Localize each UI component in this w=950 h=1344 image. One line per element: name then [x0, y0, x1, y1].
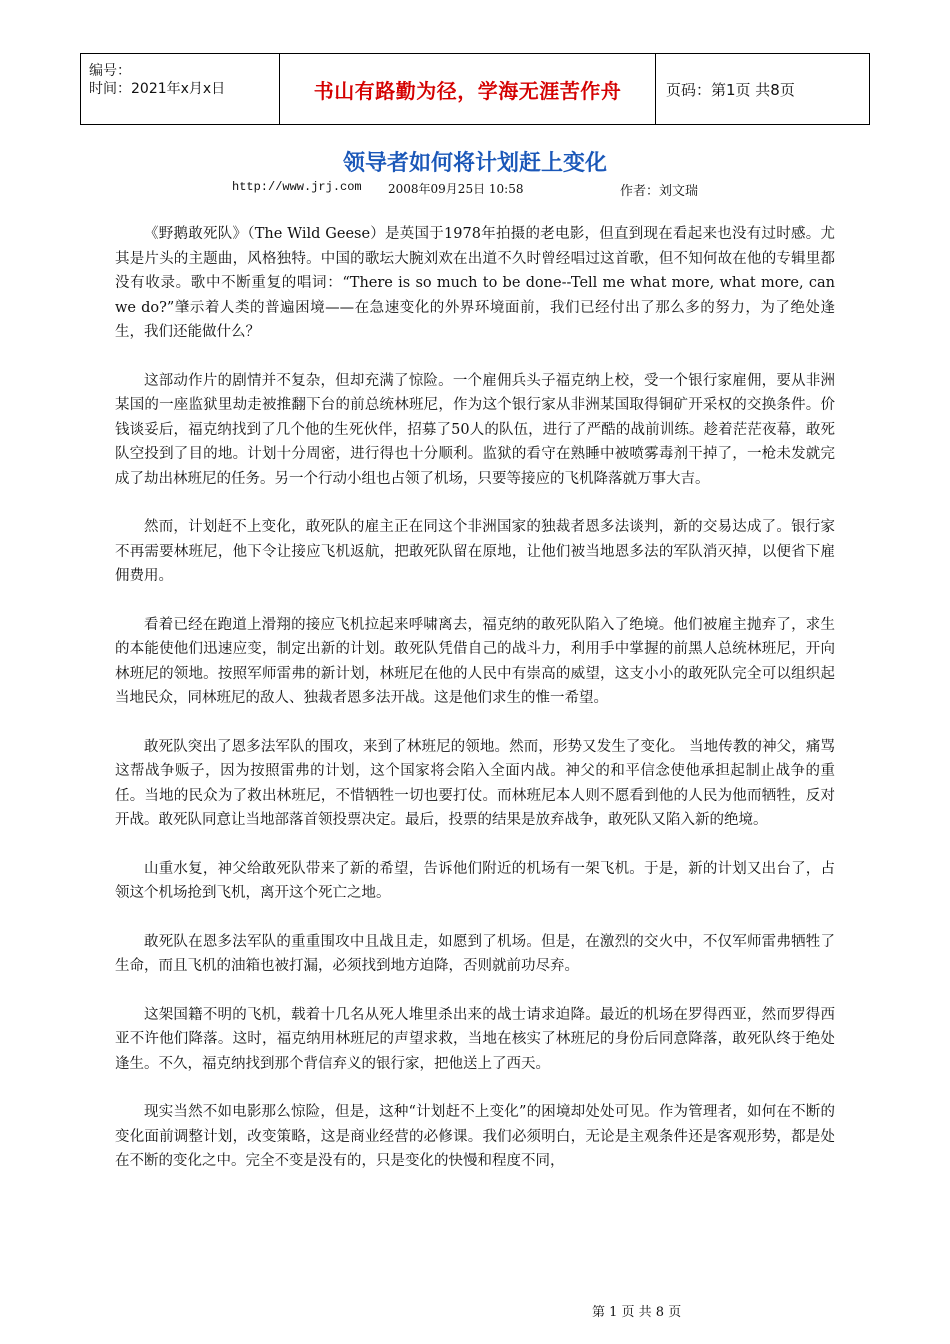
article-title: 领导者如何将计划赶上变化 [342, 151, 607, 176]
paragraph: 看着已经在跑道上滑翔的接应飞机拉起来呼啸离去，福克纳的敢死队陷入了绝境。他们被雇主抛弃了，求生的本能使他们迅速应变，制定出新的计划。敢死队凭借自己的战斗力，利用手中掌握的前黑人总统林班尼，开向林班尼的领地。按照军师雷弗的新计划，林班尼在他的人民中有崇高的威望，这支小小的敢死队完全可以组织起当地民众，同林班尼的敌人、独裁者恩多法开战。这是他们求生的惟一希望。 [115, 616, 835, 706]
page-info: 页码：第1页 共8页 [666, 80, 795, 99]
paragraph: 然而，计划赶不上变化，敢死队的雇主正在同这个非洲国家的独裁者恩多法谈判，新的交易达成了。银行家不再需要林班尼，他下令让接应飞机返航，把敢死队留在原地，让他们被当地恩多法的军队消灭掉，以便省下雇佣费用。 [115, 519, 835, 584]
header-meta-cell [81, 54, 280, 124]
paragraph: 这部动作片的剧情并不复杂，但却充满了惊险。一个雇佣兵头子福克纳上校，受一个银行家雇佣，要从非洲某国的一座监狱里劫走被推翻下台的前总统林班尼，作为这个银行家从非洲某国取得铜矿开采权的交换条件。价钱谈妥后，福克纳找到了几个他的生死伙伴，招募了50人的队伍，进行了严酷的战前训练。趁着茫茫夜幕，敢死队空投到了目的地。计划十分周密，进行得也十分顺利。监狱的看守在熟睡中被喷雾毒剂干掉了，一枪未发就完成了劫出林班尼的任务。另一个行动小组也占领了机场，只要等接应的飞机降落就万事大吉。 [115, 372, 835, 487]
paragraph: 现实当然不如电影那么惊险，但是，这种“计划赶不上变化”的困境却处处可见。作为管理者，如何在不断的变化面前调整计划，改变策略，这是商业经营的必修课。我们必须明白，无论是主观条件还是客观形势，都是处在不断的变化之中。完全不变是没有的，只是变化的快慢和程度不同， [115, 1104, 835, 1169]
time-label: 时间：2021年x月x日 [89, 81, 226, 97]
source-url: http://www.jrj.com [232, 180, 362, 194]
paragraph: 这架国籍不明的飞机，载着十几名从死人堆里杀出来的战士请求迫降。最近的机场在罗得西亚，然而罗得西亚不许他们降落。这时，福克纳用林班尼的声望求救，当地在核实了林班尼的身份后同意降落，敢死队终于绝处逢生。不久，福克纳找到那个背信弃义的银行家，把他送上了西天。 [115, 1006, 835, 1072]
author: 作者：刘文瑞 [620, 184, 699, 199]
document-header [80, 53, 870, 125]
paragraph: 敢死队在恩多法军队的重重围攻中且战且走，如愿到了机场。但是，在激烈的交火中，不仅军师雷弗牺牲了生命，而且飞机的油箱也被打漏，必须找到地方迫降，否则就前功尽弃。 [115, 933, 835, 974]
paragraph: 山重水复，神父给敢死队带来了新的希望，告诉他们附近的机场有一架飞机。于是，新的计划又出台了，占领这个机场抢到飞机，离开这个死亡之地。 [115, 860, 835, 901]
number-label: 编号： [89, 63, 131, 79]
article-body [115, 222, 835, 1198]
paragraph: 《野鹅敢死队》（The Wild Geese）是英国于1978年拍摄的老电影，但直到现在看起来也没有过时感。尤其是片头的主题曲，风格独特。中国的歌坛大腕刘欢在出道不久时曾经唱过这首歌，但不知何故在他的专辑里都没有收录。歌中不断重复的唱词：“There is so much to be done--Tell me what more, what more, can we do?”肇示着人类的普遍困境——在急速变化的外界环境面前，我们已经付出了那么多的努力，为了绝处逢生，我们还能做什么？ [115, 226, 835, 340]
page-footer: 第 1 页 共 8 页 [592, 1305, 682, 1320]
publish-datetime: 2008年09月25日 10:58 [388, 182, 524, 196]
motto: 书山有路勤为径，学海无涯苦作舟 [280, 54, 656, 124]
paragraph: 敢死队突出了恩多法军队的围攻，来到了林班尼的领地。然而，形势又发生了变化。 当地传教的神父，痛骂这帮战争贩子，因为按照雷弗的计划，这个国家将会陷入全面内战。神父的和平信念使他承担起制止战争的重任。当地的民众为了救出林班尼，不惜牺牲一切也要打仗。而林班尼本人则不愿看到他的人民为他而牺牲，反对开战。敢死队同意让当地部落首领投票决定。最后，投票的结果是放弃战争，敢死队又陷入新的绝境。 [115, 738, 835, 828]
